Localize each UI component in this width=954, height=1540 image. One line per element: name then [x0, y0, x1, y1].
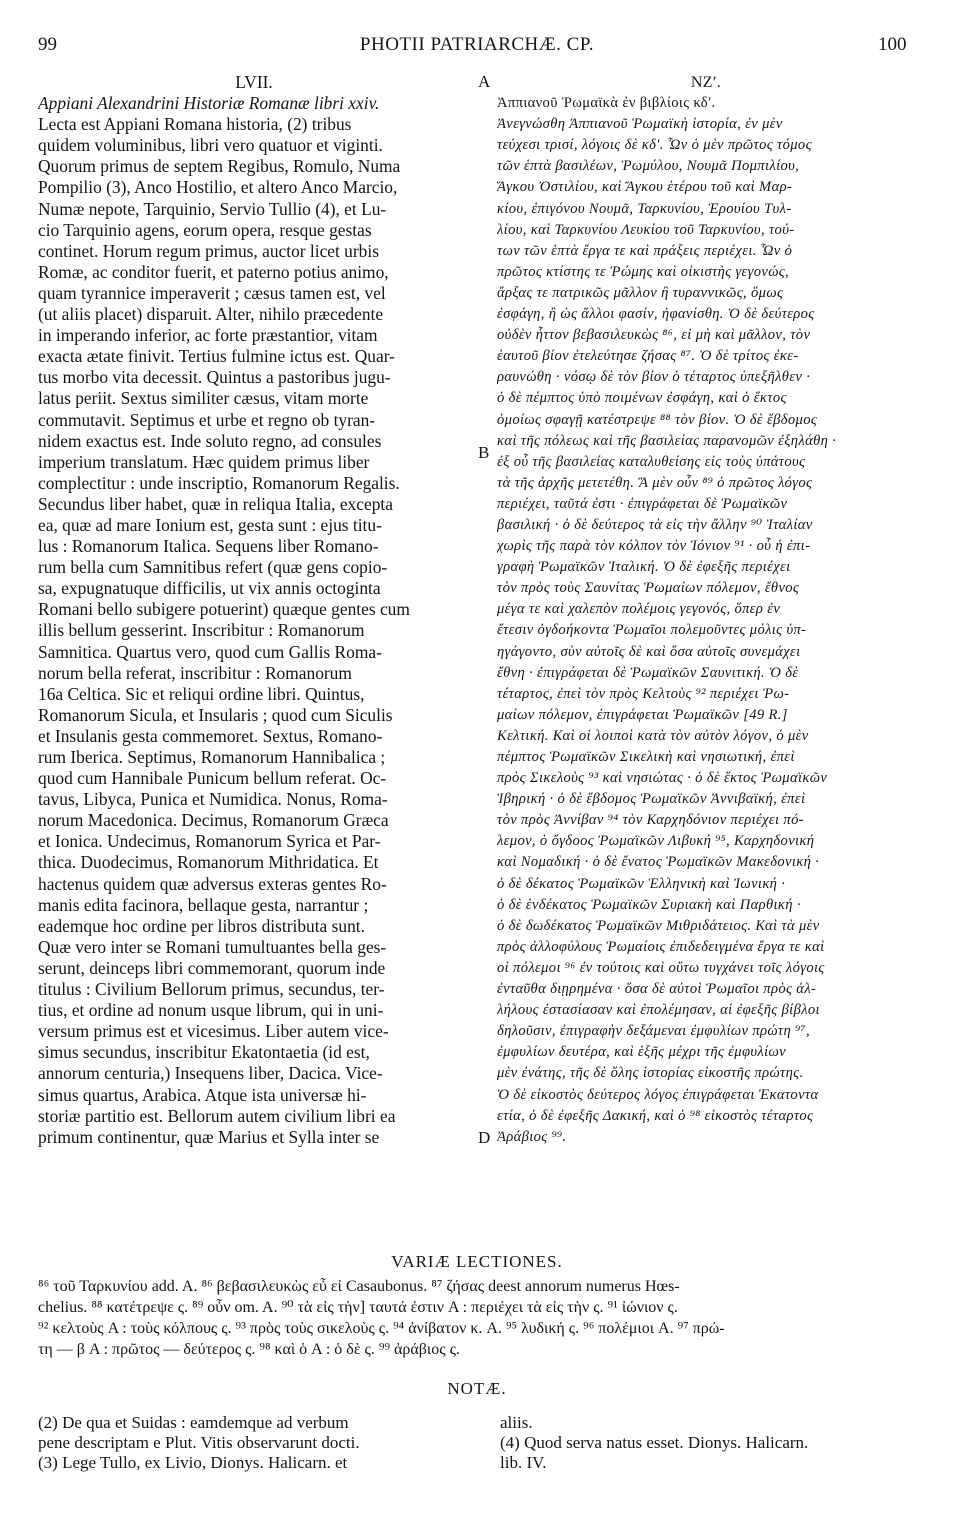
latin-text-line: tius, et ordine ad nonum usque librum, qui in uni-	[38, 1000, 384, 1021]
latin-text-line: Samnitica. Quartus vero, quod cum Gallis Roma-	[38, 641, 382, 662]
greek-text-line: γραφὴ Ῥωμαϊκῶν Ἰταλική. Ὁ δὲ ἐφεξῆς περιέχει	[497, 559, 791, 576]
latin-text-line: 16a Celtica. Sic et reliqui ordine libri. Quintus,	[38, 683, 365, 704]
latin-text-line: annorum centuria,) Insequens liber, Dacica. Vice-	[38, 1063, 383, 1084]
latin-text-line: et Ionica. Undecimus, Romanorum Syrica et Par-	[38, 831, 381, 852]
greek-text-line: κίου, ἐπιγόνου Νουμᾶ, Ταρκυνίου, Ἐρουίου Τυλ-	[497, 200, 792, 217]
latin-text-line: eademque hoc ordine per libros distributa sunt.	[38, 915, 365, 936]
latin-text-line: titulus : Civilium Bellorum primus, secundus, ter-	[38, 979, 385, 1000]
greek-text-line: ραυνώθη · νόσῳ δὲ τὸν βίον ὁ τέταρτος ὑπεξῆλθεν ·	[497, 369, 811, 386]
latin-text-line: nidem exactus est. Inde soluto regno, ad consules	[38, 430, 382, 451]
greek-text-line: τεύχεσι τρισί, λόγοις δὲ κδʹ. Ὧν ὁ μὲν πρῶτος τόμος	[497, 137, 812, 154]
latin-text-line: versum primus est et vicesimus. Liber autem vice-	[38, 1021, 389, 1042]
latin-text-line: cio Tarquinio agens, eorum opera, resque gestas	[38, 219, 372, 240]
notes-right-column	[500, 1413, 920, 1473]
latin-text-line: norum Macedonica. Decimus, Romanorum Græca	[38, 810, 389, 831]
margin-letter-a: A	[478, 72, 491, 91]
variant-reading-line: ⁸⁶ τοῦ Ταρκυνίου add. A. ⁸⁶ βεβασιλευκὼς εὖ εἰ Casaubonus. ⁸⁷ ζήσας deest annorum numerus Hœs-	[38, 1278, 680, 1295]
latin-text-line: Romæ, ac conditor fuerit, et paterno potius animo,	[38, 261, 389, 282]
latin-text-line: Romani bello subigere potuerint) quæque gentes cum	[38, 599, 410, 620]
greek-text-line: τῶν ἑπτὰ βασιλέων, Ῥωμύλου, Νουμᾶ Πομπιλίου,	[497, 158, 800, 175]
latin-text-line: simus quartus, Arabica. Atque ista universæ hi-	[38, 1084, 367, 1105]
latin-text-line: norum bella referat, inscribitur : Romanorum	[38, 662, 352, 683]
greek-text-line: μὲν ἐνάτης, τῆς δὲ ὅλης ἱστορίας εἰκοστῆς πρώτης.	[497, 1065, 804, 1082]
latin-text-line: Secundus liber habet, quæ in reliqua Italia, excepta	[38, 493, 393, 514]
latin-text-line: quidem voluminibus, libri vero quatuor et viginti.	[38, 135, 383, 156]
latin-text-line: primum continentur, quæ Marius et Sylla inter se	[38, 1126, 380, 1147]
greek-text-line: ἐμφυλίων δευτέρα, καὶ ἑξῆς μέχρι τῆς ἐμφυλίων	[497, 1044, 786, 1061]
greek-text-line: Ἄγκου Ὀστιλίου, καὶ Ἄγκου ἑτέρου τοῦ καὶ Μαρ-	[497, 179, 793, 196]
latin-column	[38, 72, 470, 1148]
greek-text-line: οἱ πόλεμοι ⁹⁶ ἐν τούτοις καὶ οὕτω τυγχάνει τοῖς λόγοις	[497, 959, 825, 976]
greek-text-line: πρῶτος κτίστης τε Ῥώμης καὶ οἰκιστὴς γεγονώς,	[497, 263, 790, 280]
greek-text-line: Ἀππιανοῦ Ῥωμαϊκὰ ἐν βιβλίοις κδʹ.	[497, 95, 716, 112]
latin-text-line: Pompilio (3), Anco Hostilio, et altero Anco Marcio,	[38, 177, 398, 198]
greek-text-line: τέταρτος, ἐπεὶ τὸν πρὸς Κελτοὺς ⁹² περιέχει Ῥω-	[497, 685, 790, 702]
latin-text-line: manis edita facinora, bellaque gesta, narrantur ;	[38, 894, 369, 915]
notes-left-column	[38, 1413, 478, 1473]
note-line: (3) Lege Tullo, ex Livio, Dionys. Halicarn. et	[38, 1453, 348, 1472]
greek-text-line: βασιλική · ὁ δὲ δεύτερος τὰ εἰς τὴν ἄλλην ⁹⁰ Ἰταλίαν	[497, 516, 813, 533]
running-title: PHOTII PATRIARCHÆ. CP.	[359, 34, 595, 55]
variae-lectiones-block	[38, 1276, 918, 1360]
latin-text-line: storiæ partitio est. Bellorum autem civilium libri ea	[38, 1105, 396, 1126]
greek-text-line: ετία, ὁ δὲ ἐφεξῆς Δακική, καὶ ὁ ⁹⁸ εἰκοστὸς τέταρτος	[497, 1107, 814, 1124]
greek-text-line: πέμπτος Ῥωμαϊκῶν Σικελικὴ καὶ νησιωτική, ἐπεὶ	[497, 749, 795, 765]
latin-text-line: tavus, Libyca, Punica et Numidica. Nonus, Roma-	[38, 789, 388, 810]
greek-text-line: ὁ δὲ δωδέκατος Ῥωμαϊκῶν Μιθριδάτειος. Καὶ τὰ μὲν	[497, 917, 820, 934]
greek-text-line: μέγα τε καὶ χαλεπὸν πολέμοις γεγονός, ὅπερ ἐν	[497, 601, 781, 618]
latin-text-line: latus periit. Sextus similiter cæsus, vitam morte	[38, 388, 369, 409]
latin-text-line: exacta ætate finivit. Tertius fulmine ictus est. Quar-	[38, 346, 395, 367]
greek-text-line: ηγάγοντο, σὺν αὐτοῖς δὲ καὶ ὅσα αὐτοῖς συνεμάχει	[497, 643, 801, 660]
latin-text-line: Lecta est Appiani Romana historia, (2) tribus	[38, 114, 352, 135]
greek-text-line: μαίων πόλεμον, ἐπιγράφεται Ῥωμαϊκῶν [49 R.]	[497, 706, 788, 723]
greek-text-line: τὰ τῆς ἀρχῆς μετετέθη. Ἃ μὲν οὖν ⁸⁹ ὁ πρῶτος λόγος	[497, 474, 813, 491]
margin-letter-b: B	[478, 443, 490, 462]
greek-text-line: τὸν πρὸς Ἀννίβαν ⁹⁴ τὸν Καρχηδόνιον περιέχει πό-	[497, 812, 804, 829]
latin-text-line: lus : Romanorum Italica. Sequens liber Romano-	[38, 536, 379, 557]
latin-text-line: rum bella cum Samnitibus refert (quæ gens copio-	[38, 557, 388, 578]
latin-text-line: rum Iberica. Septimus, Romanorum Hannibalica ;	[38, 747, 386, 767]
latin-text-line: Romanorum Sicula, et Insularis ; quod cum Siculis	[38, 704, 393, 725]
latin-text-line: simus secundus, inscribitur Ekatontaetia (id est,	[38, 1042, 370, 1063]
greek-text-line: πρὸς Σικελοὺς ⁹³ καὶ νησιώτας · ὁ δὲ ἕκτος Ῥωμαϊκῶν	[497, 770, 828, 787]
greek-text-line: ἔθνη · ἐπιγράφεται δὲ Ῥωμαϊκῶν Σαυνιτική. Ὁ δὲ	[497, 664, 799, 681]
latin-text-line: quam tyrannice imperaverit ; cæsus tamen est, vel	[38, 282, 386, 303]
variant-reading-line: chelius. ⁸⁸ κατέτρεψε ς. ⁸⁹ οὖν om. A. ⁹⁰ τὰ εἰς τὴν] ταυτά ἐστιν A : περιέχει τὰ εἰς τὴν ς. ⁹¹ ἰώνιον ς.	[38, 1299, 678, 1316]
latin-text-line: continet. Horum regum primus, auctor licet urbis	[38, 240, 379, 261]
latin-text-line: commutavit. Septimus et urbe et regno ob tyran-	[38, 409, 376, 430]
greek-text-line: πρὸς ἀλλοφύλους Ῥωμαίοις ἐπιδεδειγμένα ἔργα τε καὶ	[497, 938, 825, 955]
greek-text-line: ὁ δὲ πέμπτος ὑπὸ ποιμένων ἐσφάγη, καὶ ὁ ἕκτος	[497, 390, 787, 407]
latin-text-line: illis bellum gesserint. Inscribitur : Romanorum	[38, 620, 365, 641]
latin-text-line: in imperando inferior, ac forte præstantior, vitam	[38, 325, 378, 346]
greek-text-line: δηλοῦσιν, ἐπιγραφὴν δεξάμεναι ἐμφυλίων πρώτη ⁹⁷,	[497, 1023, 810, 1040]
latin-text-line: Appiani Alexandrini Historiæ Romanæ libri xxiv.	[38, 93, 380, 114]
latin-text-line: imperium translatum. Hæc quidem primus liber	[38, 451, 370, 472]
page-number-right: 100	[878, 34, 907, 55]
latin-text-line: (ut aliis placet) disparuit. Alter, nihilo præcedente	[38, 304, 384, 325]
variae-lectiones-heading: VARIÆ LECTIONES.	[391, 1252, 563, 1271]
latin-text-line: Quorum primus de septem Regibus, Romulo, Numa	[38, 156, 401, 177]
latin-text-line: et Insulanis gesta commemoret. Sextus, Romano-	[38, 725, 383, 746]
latin-text-line: tus morbo vita decessit. Quintus a pastoribus jugu-	[38, 367, 391, 388]
greek-text-line: ὁ δὲ ἑνδέκατος Ῥωμαϊκῶν Συριακὴ καὶ Παρθική ·	[497, 896, 801, 913]
latin-text-line: thica. Duodecimus, Romanorum Mithridatica. Et	[38, 852, 379, 873]
note-line: aliis.	[500, 1413, 533, 1432]
latin-text-line: Numæ nepote, Tarquinio, Servio Tullio (4), et Lu-	[38, 198, 387, 219]
greek-text-line: λεμον, ὁ ὄγδοος Ῥωμαϊκῶν Λιβυκή ⁹⁵, Καρχηδονική	[497, 833, 815, 850]
greek-text-line: ἑαυτοῦ βίον ἐτελεύτησε ζήσας ⁸⁷. Ὁ δὲ τρίτος ἐκε-	[497, 348, 799, 365]
note-line: pene descriptam e Plut. Vitis observarunt docti.	[38, 1433, 360, 1452]
latin-text-line: Quæ vero inter se Romani tumultuantes bella ges-	[38, 936, 387, 957]
latin-text-line: serunt, deinceps libri commemorant, quorum inde	[38, 957, 386, 978]
greek-text-line: Ἀνεγνώσθη Ἀππιανοῦ Ῥωμαϊκὴ ἱστορία, ἐν μὲν	[497, 116, 783, 133]
greek-text-line: καὶ τῆς πόλεως καὶ τῆς βασιλείας παρανομῶν ἐξηλάθη ·	[497, 432, 837, 449]
greek-text-line: ἐσφάγη, ἢ ὡς ἄλλοι φασίν, ἠφανίσθη. Ὁ δὲ δεύτερος	[497, 306, 815, 323]
notae-heading: NOTÆ.	[447, 1379, 507, 1398]
greek-text-line: ἐξ οὗ τῆς βασιλείας καταλυθείσης εἰς τοὺς ὑπάτους	[497, 453, 806, 470]
note-line: (4) Quod serva natus esset. Dionys. Halicarn.	[500, 1433, 809, 1452]
greek-text-line: Ἰβηρική · ὁ δὲ ἕβδομος Ῥωμαϊκῶν Ἀννιβαϊκή, ἐπεὶ	[497, 791, 806, 808]
greek-text-line: ἄρξας τε πατρικῶς μᾶλλον ἢ τυραννικῶς, ὅμως	[497, 284, 784, 301]
greek-text-line: τὸν πρὸς τοὺς Σαυνίτας Ῥωμαίων πόλεμον, ἔθνος	[497, 580, 800, 597]
greek-chapter-heading: ΝΖʹ.	[690, 74, 722, 91]
variant-reading-line: τη — β A : πρῶτος — δεύτερος ς. ⁹⁸ καὶ ὁ A : ὁ δὲ ς. ⁹⁹ ἀράβιος ς.	[38, 1341, 460, 1358]
greek-text-line: χωρὶς τῆς παρὰ τὸν κόλπον τὸν Ἰόνιον ⁹¹ · οὗ ἡ ἐπι-	[497, 538, 811, 555]
greek-text-line: Ὁ δὲ εἰκοστὸς δεύτερος λόγος ἐπιγράφεται Ἑκατοντα	[497, 1086, 819, 1103]
latin-text-line: hactenus quidem quæ adversus exteras gentes Ro-	[38, 873, 387, 894]
greek-text-line: λίου, καὶ Ταρκυνίου Λευκίου τοῦ Ταρκυνίου, τού-	[497, 221, 795, 238]
greek-text-line: οὐδὲν ἧττον βεβασιλευκὼς ⁸⁶, εἰ μὴ καὶ μᾶλλον, τὸν	[497, 327, 811, 344]
latin-text-line: ea, quæ ad mare Ionium est, gesta sunt : ejus titu-	[38, 514, 382, 535]
greek-column	[497, 72, 915, 1148]
margin-letter-d: D	[478, 1128, 491, 1147]
greek-text-line: καὶ Νομαδική · ὁ δὲ ἔνατος Ῥωμαϊκῶν Μακεδονική ·	[497, 854, 820, 871]
latin-text-line: complectitur : unde inscriptio, Romanorum Regalis.	[38, 472, 400, 493]
greek-text-line: ἔτεσιν ὀγδοήκοντα Ῥωμαῖοι πολεμοῦντες μόλις ὑπ-	[497, 622, 807, 639]
latin-text-line: quod cum Hannibale Punicum bellum referat. Oc-	[38, 768, 387, 789]
greek-text-line: ὁ δὲ δέκατος Ῥωμαϊκῶν Ἑλληνικὴ καὶ Ἰωνική ·	[497, 875, 786, 892]
greek-text-line: περιέχει, ταῦτά ἐστι · ἐπιγράφεται δὲ Ῥωμαϊκῶν	[497, 495, 788, 512]
latin-text-line: sa, expugnatuque difficilis, ut vix annis octoginta	[38, 578, 381, 599]
greek-text-line: ὁμοίως σφαγῇ κατέστρεψε ⁸⁸ τὸν βίον. Ὁ δὲ ἕβδομος	[497, 411, 818, 428]
note-line: (2) De qua et Suidas : eamdemque ad verbum	[38, 1413, 349, 1432]
greek-text-line: Ἀράβιος ⁹⁹.	[497, 1128, 567, 1145]
greek-text-line: των τῶν ἑπτὰ ἔργα τε καὶ πράξεις περιέχει. Ὧν ὁ	[497, 242, 793, 259]
greek-text-line: λήλους ἐστασίασαν καὶ ἐπολέμησαν, αἱ ἐφεξῆς βίβλοι	[497, 1002, 820, 1019]
greek-text-line: Κελτική. Καὶ οἱ λοιποὶ κατὰ τὸν αὐτὸν λόγον, ὁ μὲν	[497, 727, 809, 744]
greek-text-line: ἐνταῦθα διῃρημένα · ὅσα δὲ αὐτοὶ Ῥωμαῖοι πρὸς ἀλ-	[497, 981, 817, 998]
page-number-left: 99	[38, 34, 57, 55]
note-line: lib. IV.	[500, 1453, 547, 1472]
latin-chapter-heading: LVII.	[235, 72, 273, 92]
variant-reading-line: ⁹² κελτοὺς A : τοὺς κόλπους ς. ⁹³ πρὸς τοὺς σικελοὺς ς. ⁹⁴ ἀνίβατον κ. A. ⁹⁵ λυδική ς. ⁹⁶ πολέμιοι A. ⁹⁷ πρώ-	[38, 1320, 725, 1337]
